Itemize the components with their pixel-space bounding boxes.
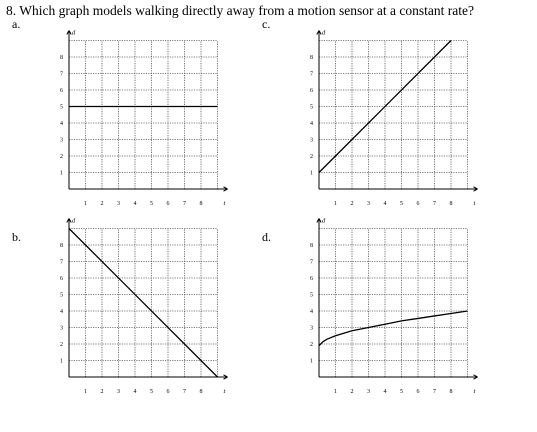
x-tick-label: 4 [133, 201, 137, 207]
option-label-b: b. [12, 230, 21, 244]
x-axis-label: t [473, 200, 476, 207]
y-tick-label: 3 [310, 137, 313, 144]
y-tick-label: 4 [60, 309, 63, 315]
y-tick-label: 1 [310, 170, 313, 177]
x-tick-label: 1 [84, 201, 87, 207]
grid [319, 229, 468, 378]
y-axis-label: d [72, 217, 76, 225]
y-tick-label: 6 [310, 276, 313, 282]
x-axis-label: t [473, 388, 476, 395]
y-tick-label: 4 [310, 121, 313, 127]
y-tick-label: 6 [60, 88, 63, 94]
y-tick-label: 1 [60, 170, 63, 177]
x-tick-label: 1 [84, 389, 87, 395]
x-tick-label: 4 [383, 201, 387, 207]
y-tick-label: 3 [310, 325, 313, 332]
x-tick-label: 7 [433, 201, 436, 207]
x-tick-label: 7 [433, 389, 436, 395]
option-label-a: a. [12, 17, 21, 31]
y-tick-label: 6 [310, 88, 313, 94]
y-axis-label: d [322, 29, 326, 37]
x-tick-label: 3 [367, 389, 370, 395]
question-text: 8. Which graph models walking directly away from a motion sensor at a constant rate? [6, 3, 474, 18]
y-tick-label: 5 [310, 104, 313, 111]
y-tick-label: 4 [310, 309, 313, 315]
option-label-d: d. [262, 230, 271, 244]
x-axis-label: t [223, 200, 226, 207]
x-tick-label: 5 [150, 389, 153, 395]
x-tick-label: 4 [383, 389, 387, 395]
y-axis-label: d [72, 29, 76, 37]
x-tick-label: 7 [183, 201, 186, 207]
y-tick-label: 8 [60, 243, 63, 249]
y-tick-label: 7 [310, 71, 313, 78]
y-tick-label: 5 [310, 292, 313, 299]
x-axis-label: t [223, 388, 226, 395]
x-tick-label: 1 [334, 201, 337, 207]
graph-b [48, 217, 248, 411]
graph-c [298, 29, 498, 223]
y-tick-label: 8 [60, 55, 63, 61]
y-tick-label: 2 [310, 342, 313, 348]
y-tick-label: 3 [60, 137, 63, 144]
y-tick-label: 7 [60, 71, 63, 78]
y-tick-label: 1 [60, 358, 63, 365]
y-tick-label: 8 [310, 243, 313, 249]
x-tick-label: 5 [400, 389, 403, 395]
x-tick-label: 2 [100, 389, 104, 395]
y-tick-label: 1 [310, 358, 313, 365]
x-tick-label: 3 [117, 201, 120, 207]
x-tick-label: 8 [449, 201, 453, 207]
x-tick-label: 5 [400, 201, 403, 207]
y-axis-label: d [322, 217, 326, 225]
x-tick-label: 4 [133, 389, 137, 395]
x-tick-label: 7 [183, 389, 186, 395]
y-tick-label: 7 [60, 259, 63, 266]
y-tick-label: 3 [60, 325, 63, 332]
y-tick-label: 4 [60, 121, 63, 127]
x-tick-label: 3 [367, 201, 370, 207]
option-label-c: c. [262, 17, 271, 31]
x-tick-label: 5 [150, 201, 153, 207]
x-tick-label: 2 [100, 201, 104, 207]
x-tick-label: 8 [199, 389, 203, 395]
x-tick-label: 6 [416, 389, 420, 395]
x-tick-label: 1 [334, 389, 337, 395]
y-tick-label: 7 [310, 259, 313, 266]
x-tick-label: 6 [416, 201, 420, 207]
series-line [319, 311, 468, 346]
x-tick-label: 6 [166, 389, 170, 395]
y-tick-label: 6 [60, 276, 63, 282]
x-tick-label: 6 [166, 201, 170, 207]
grid [69, 41, 218, 190]
x-tick-label: 8 [199, 201, 203, 207]
y-tick-label: 2 [60, 342, 63, 348]
x-tick-label: 3 [117, 389, 120, 395]
grid [319, 41, 468, 190]
y-tick-label: 2 [60, 154, 63, 160]
y-tick-label: 2 [310, 154, 313, 160]
series-line [69, 229, 218, 378]
y-tick-label: 5 [60, 104, 63, 111]
y-tick-label: 8 [310, 55, 313, 61]
graph-d [298, 217, 498, 411]
x-tick-label: 2 [350, 389, 354, 395]
y-tick-label: 5 [60, 292, 63, 299]
x-tick-label: 8 [449, 389, 453, 395]
graph-a [48, 29, 248, 223]
x-tick-label: 2 [350, 201, 354, 207]
